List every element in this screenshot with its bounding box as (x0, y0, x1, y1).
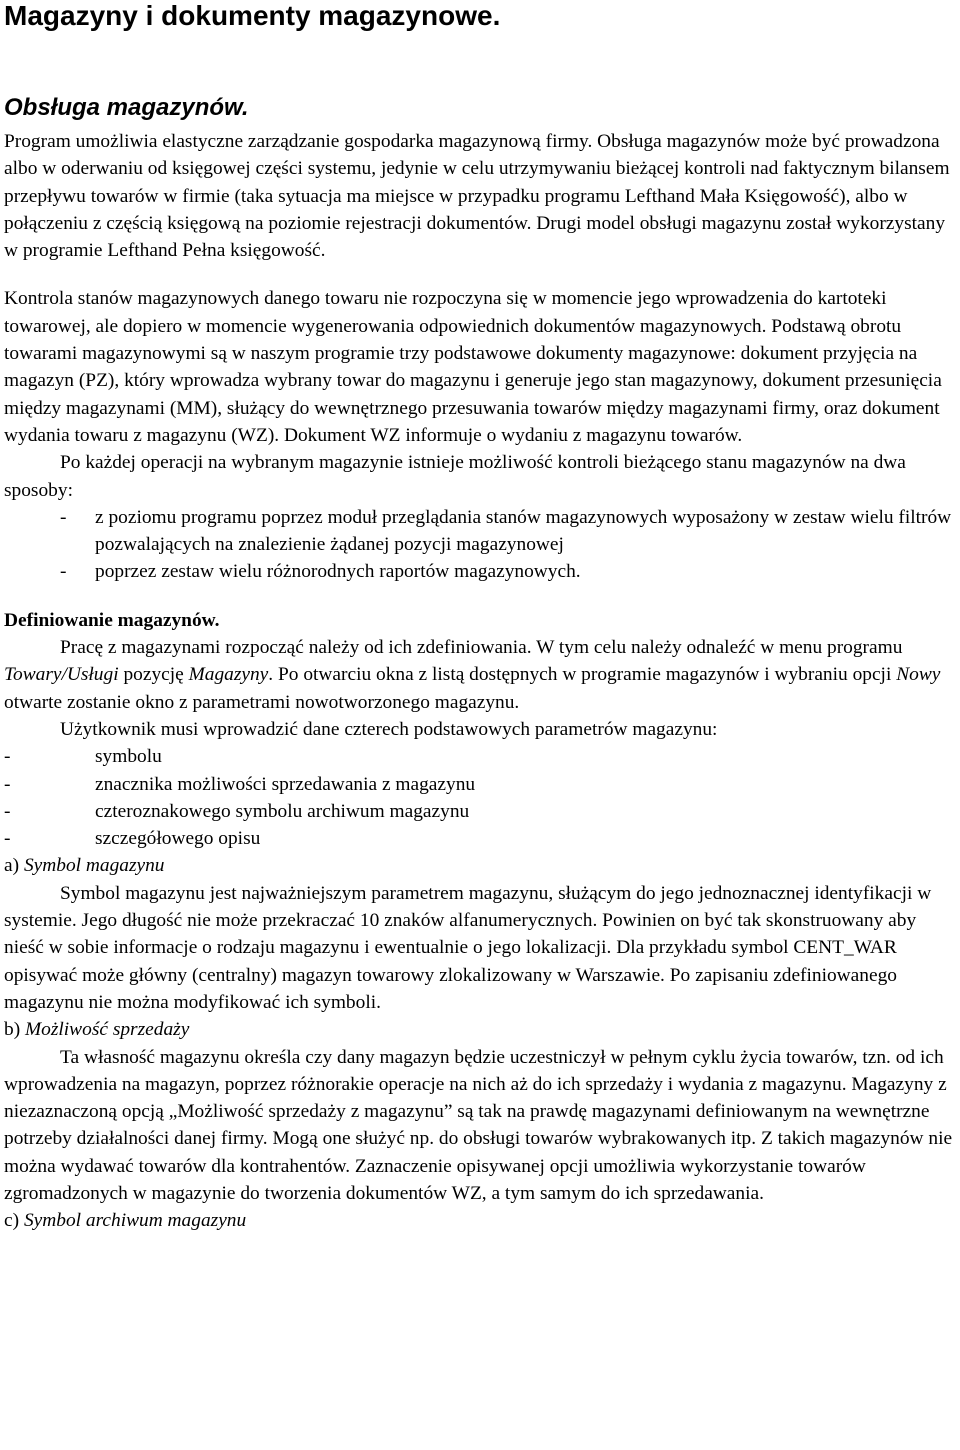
list-dash: - (4, 828, 11, 850)
list-item-text: symbolu (95, 746, 162, 768)
paragraph-stock-control: Kontrola stanów magazynowych danego towaru nie rozpoczyna się w momencie jego wprowadzenia do kartoteki towarowej, ale dopiero w momencie wygenerowania odpowiednich dokumentów magazynowych. Podstawą obrotu towarami magazynowymi są w naszym programie trzy podstawowe dokumenty magazynowe: dokument przyjęcia na magazyn (PZ), który wprowadza wybrany towar do magazynu i generuje jego stan magazynowy, dokument przesunięcia między magazynami (MM), służący do wewnętrznego przesuwania towarów między magazynami firmy, oraz dokument wydania towaru z magazynu (WZ). Dokument WZ informuje o wydaniu z magazynu towarów. (4, 288, 942, 446)
subsection-a-heading (4, 852, 956, 879)
subsection-label: c) (4, 1210, 20, 1232)
list-dash: - (60, 561, 67, 583)
list-item (4, 798, 956, 825)
subsection-label: a) (4, 855, 20, 877)
list-item (4, 771, 956, 798)
document-page (4, 0, 956, 1235)
paragraph-parameters: Użytkownik musi wprowadzić dane czterech podstawowych parametrów magazynu: (60, 718, 718, 740)
list-item-text: znacznika możliwości sprzedawania z magazynu (95, 773, 476, 795)
text-run: Pracę z magazynami rozpocząć należy od ich zdefiniowania. W tym celu należy odnaleźć w menu programu (60, 637, 903, 659)
list-dash: - (4, 773, 11, 795)
document-title: Magazyny i dokumenty magazynowe. (4, 0, 501, 31)
list-item-text: poprzez zestaw wielu różnorodnych raportów magazynowych. (95, 561, 581, 583)
text-run: otwarte zostanie okno z parametrami nowotworzonego magazynu. (4, 691, 520, 713)
paragraph-intro: Program umożliwia elastyczne zarządzanie gospodarka magazynową firmy. Obsługa magazynów może być prowadzona albo w oderwaniu od księgowej części systemu, jedynie w celu utrzymywaniu bieżącej kontroli nad faktycznym bilansem przepływu towarów w firmie (taka sytuacja ma miejsce w przypadku programu Lefthand Mała Księgowość), albo w połączeniu z częścią księgową na poziomie rejestracji dokumentów. Drugi model obsługi magazynu został wykorzystany w programie Lefthand Pełna księgowość. (4, 131, 950, 262)
spacer (4, 264, 956, 285)
list-dash: - (4, 800, 11, 822)
option-name: Nowy (896, 664, 941, 686)
list-item-text: szczegółowego opisu (95, 828, 261, 850)
text-run: . Po otwarciu okna z listą dostępnych w programie magazynów i wybraniu opcji (268, 664, 897, 686)
paragraph-define (4, 634, 956, 716)
section-title-definiowanie: Definiowanie magazynów. (4, 609, 220, 631)
list-item (4, 743, 956, 770)
subsection-title: Symbol magazynu (23, 855, 165, 877)
subsection-c-heading (4, 1207, 956, 1234)
list-dash: - (4, 746, 11, 768)
subsection-b-heading (4, 1016, 956, 1043)
paragraph-check-methods: Po każdej operacji na wybranym magazynie istnieje możliwość kontroli bieżącego stanu magazynów na dwa sposoby: (4, 452, 906, 501)
text-run: pozycję (118, 664, 189, 686)
list-item-text: z poziomu programu poprzez moduł przeglądania stanów magazynowych wyposażony w zestaw wielu filtrów pozwalających na znalezienie żądanej pozycji magazynowej (95, 506, 952, 556)
menu-item-name: Magazyny (188, 664, 269, 686)
paragraph-symbol: Symbol magazynu jest najważniejszym parametrem magazynu, służącym do jego jednoznacznej identyfikacji w systemie. Jego długość nie może przekraczać 10 znaków alfanumerycznych. Powinien on być tak skonstruowany aby nieść w sobie informacje o rodzaju magazynu i ewentualnie o jego lokalizacji. Dla przykładu symbol CENT_WAR opisywać może główny (centralny) magazyn towarowy zlokalizowany w Warszawie. Po zapisaniu zdefiniowanego magazynu nie można modyfikować ich symboli. (4, 882, 932, 1013)
section-title-obsluga: Obsługa magazynów. (4, 94, 249, 121)
list-dash: - (60, 506, 67, 528)
list-item-text: czteroznakowego symbolu archiwum magazynu (95, 800, 470, 822)
menu-name: Towary/Usługi (4, 664, 119, 686)
subsection-label: b) (4, 1019, 21, 1041)
paragraph-sales: Ta własność magazynu określa czy dany magazyn będzie uczestniczył w pełnym cyklu życia towarów, tzn. od ich wprowadzenia na magazyn, poprzez różnorakie operacje na nich aż do ich sprzedaży i wydania z magazynu. Magazyny z niezaznaczoną opcją „Możliwość sprzedaży z magazynu” są tak na prawdę magazynami definiowanym na wewnętrzne potrzeby działalności danej firmy. Mogą one służyć np. do obsługi towarów wybrakowanych itp. Z takich magazynów nie można wydawać towarów dla kontrahentów. Zaznaczenie opisywanej opcji umożliwia wykorzystanie towarów zgromadzonych w magazynie do tworzenia dokumentów WZ, a tym samym do ich sprzedawania. (4, 1046, 953, 1204)
list-item (4, 558, 956, 585)
subsection-title: Symbol archiwum magazynu (23, 1210, 247, 1232)
list-item (4, 504, 956, 559)
list-item (4, 825, 956, 852)
subsection-title: Możliwość sprzedaży (25, 1019, 190, 1041)
spacer (4, 586, 956, 607)
